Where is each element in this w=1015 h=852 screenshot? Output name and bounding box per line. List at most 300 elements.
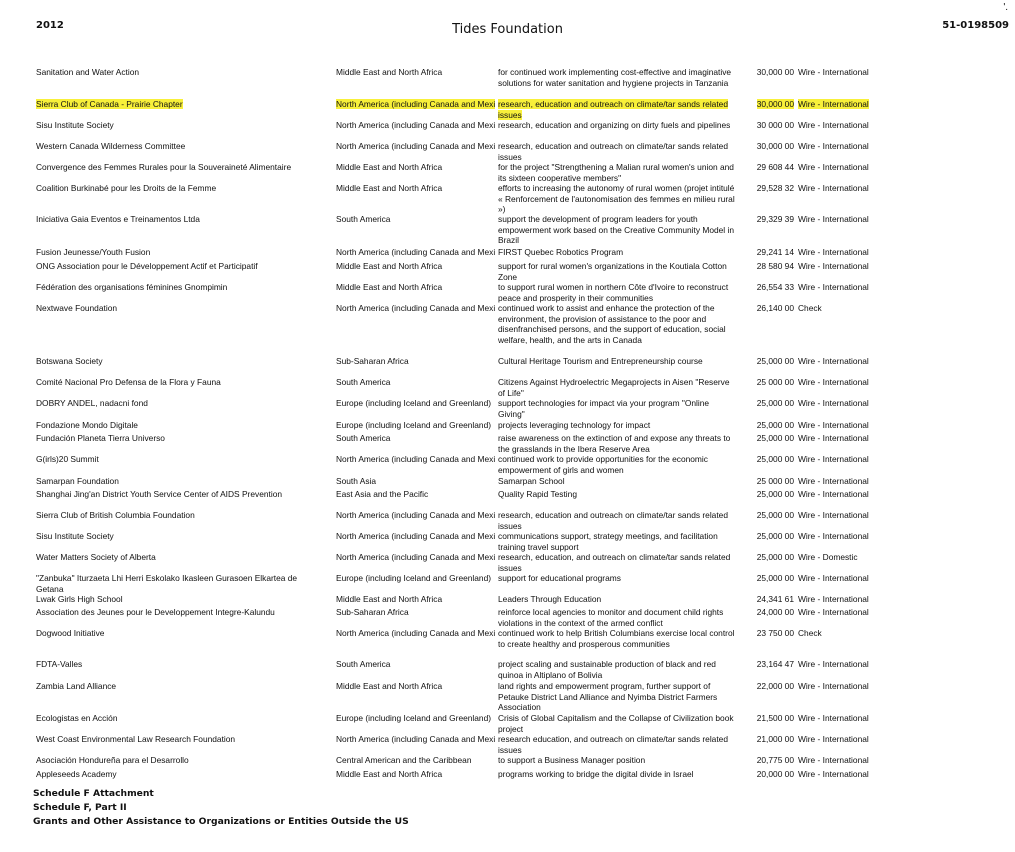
grant-purpose: land rights and empowerment program, further support of Petauke District Land Alliance and Nyimba District Farmers Association — [498, 681, 718, 713]
payment-method: Wire - International — [798, 99, 869, 109]
grant-amount: 26,554 33 — [756, 282, 794, 292]
payment-method-cell — [798, 510, 878, 521]
grant-amount: 21,500 00 — [756, 713, 794, 723]
grant-purpose: research education, and outreach on climate/tar sands related issues — [498, 734, 728, 755]
region: North America (including Canada and Mexi — [336, 99, 496, 109]
region-cell — [336, 67, 498, 78]
region-cell — [336, 510, 498, 521]
recipient-name-cell — [36, 162, 326, 173]
grant-amount: 25,000 00 — [756, 573, 794, 583]
grant-amount: 30,000 00 — [756, 141, 794, 151]
grant-amount-cell — [756, 398, 794, 409]
recipient-name: DOBRY ANDEL, nadacni fond — [36, 398, 148, 408]
grant-purpose-cell — [498, 356, 736, 367]
region-cell — [336, 713, 498, 724]
region: Middle East and North Africa — [336, 681, 443, 691]
grant-purpose: Citizens Against Hydroelectric Megaprojects in Aisen "Reserve of Life" — [498, 377, 730, 398]
payment-method: Wire - International — [798, 573, 869, 583]
recipient-name-cell — [36, 594, 326, 605]
payment-method-cell — [798, 659, 878, 670]
grant-amount: 25,000 00 — [756, 356, 794, 366]
payment-method-cell — [798, 247, 878, 258]
region: Europe (including Iceland and Greenland) — [336, 713, 492, 723]
grant-amount-cell — [756, 214, 794, 225]
grant-amount: 25,000 00 — [756, 531, 794, 541]
grant-purpose: Samarpan School — [498, 476, 565, 486]
recipient-name-cell — [36, 607, 326, 618]
payment-method-cell — [798, 552, 878, 563]
region-cell — [336, 659, 498, 670]
grant-amount-cell — [756, 433, 794, 444]
recipient-name-cell — [36, 552, 326, 563]
payment-method: Wire - International — [798, 769, 869, 779]
payment-method-cell — [798, 282, 878, 293]
payment-method-cell — [798, 769, 878, 780]
recipient-name: West Coast Environmental Law Research Foundation — [36, 734, 236, 744]
region-cell — [336, 261, 498, 272]
payment-method-cell — [798, 607, 878, 618]
payment-method: Wire - International — [798, 476, 869, 486]
grant-amount: 22,000 00 — [756, 681, 794, 691]
grant-purpose-cell — [498, 659, 736, 680]
grant-amount: 24,000 00 — [756, 607, 794, 617]
recipient-name-cell — [36, 734, 326, 745]
payment-method: Wire - International — [798, 713, 869, 723]
payment-method-cell — [798, 162, 878, 173]
recipient-name: Sierra Club of British Columbia Foundation — [36, 510, 195, 520]
grant-amount: 25,000 00 — [756, 398, 794, 408]
grant-amount-cell — [756, 99, 794, 110]
recipient-name-cell — [36, 247, 326, 258]
grant-purpose-cell — [498, 681, 736, 713]
recipient-name: Fondazione Mondo Digitale — [36, 420, 138, 430]
recipient-name: Comité Nacional Pro Defensa de la Flora y Fauna — [36, 377, 221, 387]
grant-amount-cell — [756, 162, 794, 173]
recipient-name: Lwak Girls High School — [36, 594, 123, 604]
region-cell — [336, 141, 498, 152]
region-cell — [336, 214, 498, 225]
payment-method-cell — [798, 454, 878, 465]
payment-method-cell — [798, 594, 878, 605]
grant-amount-cell — [756, 594, 794, 605]
recipient-name: Iniciativa Gaia Eventos e Treinamentos Ltda — [36, 214, 200, 224]
region-cell — [336, 531, 498, 542]
grant-purpose-cell — [498, 713, 736, 734]
recipient-name-cell — [36, 681, 326, 692]
region: Middle East and North Africa — [336, 769, 443, 779]
grant-purpose-cell — [498, 99, 736, 120]
tax-year: 2012 — [36, 20, 64, 31]
grant-amount-cell — [756, 141, 794, 152]
grant-purpose: support technologies for impact via your program "Online Giving" — [498, 398, 710, 419]
recipient-name: Shanghai Jing'an District Youth Service Center of AIDS Prevention — [36, 489, 283, 499]
recipient-name-cell — [36, 628, 326, 639]
recipient-name-cell — [36, 420, 326, 431]
recipient-name: Nextwave Foundation — [36, 303, 118, 313]
payment-method-cell — [798, 681, 878, 692]
grant-amount-cell — [756, 552, 794, 563]
grant-amount: 25,000 00 — [756, 454, 794, 464]
recipient-name-cell — [36, 141, 326, 152]
region-cell — [336, 573, 498, 584]
grant-purpose-cell — [498, 594, 736, 605]
grant-purpose: continued work to provide opportunities for the economic empowerment of girls and women — [498, 454, 708, 475]
footer-description: Grants and Other Assistance to Organizations or Entities Outside the US — [33, 816, 409, 827]
grant-amount-cell — [756, 183, 794, 194]
payment-method-cell — [798, 489, 878, 500]
region: North America (including Canada and Mexi — [336, 454, 496, 464]
region: North America (including Canada and Mexi — [336, 247, 496, 257]
recipient-name-cell — [36, 183, 326, 194]
grant-amount-cell — [756, 377, 794, 388]
payment-method-cell — [798, 628, 878, 639]
recipient-name-cell — [36, 769, 326, 780]
recipient-name-cell — [36, 303, 326, 314]
payment-method: Wire - International — [798, 282, 869, 292]
footer-schedule-part: Schedule F, Part II — [33, 802, 127, 813]
payment-method-cell — [798, 356, 878, 367]
grant-purpose-cell — [498, 573, 736, 584]
recipient-name-cell — [36, 214, 326, 225]
recipient-name-cell — [36, 282, 326, 293]
payment-method: Wire - International — [798, 398, 869, 408]
grant-purpose-cell — [498, 769, 736, 780]
payment-method: Wire - International — [798, 489, 869, 499]
grant-purpose: raise awareness on the extinction of and expose any threats to the grasslands in the Ibera Reserve Area — [498, 433, 731, 454]
region: North America (including Canada and Mexi — [336, 141, 496, 151]
region-cell — [336, 99, 498, 110]
grant-amount-cell — [756, 628, 794, 639]
grant-purpose: continued work to assist and enhance the protection of the environment, the provision of assistance to the poor and disenfranchised persons, and the support of education, social welfare, health, and the arts in Canada — [498, 303, 726, 345]
payment-method-cell — [798, 420, 878, 431]
region: North America (including Canada and Mexi — [336, 628, 496, 638]
grant-amount-cell — [756, 454, 794, 465]
recipient-name-cell — [36, 755, 326, 766]
recipient-name-cell — [36, 120, 326, 131]
recipient-name-cell — [36, 433, 326, 444]
recipient-name-cell — [36, 476, 326, 487]
region-cell — [336, 120, 498, 131]
payment-method-cell — [798, 377, 878, 388]
recipient-name-cell — [36, 356, 326, 367]
recipient-name-cell — [36, 261, 326, 272]
grant-purpose-cell — [498, 454, 736, 475]
region-cell — [336, 433, 498, 444]
payment-method-cell — [798, 120, 878, 131]
recipient-name-cell — [36, 531, 326, 542]
grant-amount: 25,000 00 — [756, 420, 794, 430]
region: Europe (including Iceland and Greenland) — [336, 398, 492, 408]
recipient-name: Sanitation and Water Action — [36, 67, 140, 77]
payment-method-cell — [798, 755, 878, 766]
region: South Asia — [336, 476, 377, 486]
grant-amount-cell — [756, 489, 794, 500]
region-cell — [336, 377, 498, 388]
recipient-name-cell — [36, 713, 326, 724]
region: South America — [336, 433, 391, 443]
grant-amount: 26,140 00 — [756, 303, 794, 313]
grant-amount: 23,164 47 — [756, 659, 794, 669]
region-cell — [336, 607, 498, 618]
grant-purpose: research, education and organizing on dirty fuels and pipelines — [498, 120, 731, 130]
grant-purpose-cell — [498, 214, 736, 246]
grant-purpose: efforts to increasing the autonomy of rural women (projet intitulé « Renforcement de l'autonomisation des femmes en milieu rural ») — [498, 183, 735, 215]
recipient-name: Water Matters Society of Alberta — [36, 552, 156, 562]
recipient-name: Sierra Club of Canada - Prairie Chapter — [36, 99, 183, 109]
recipient-name: Ecologistas en Acción — [36, 713, 118, 723]
region: Europe (including Iceland and Greenland) — [336, 573, 492, 583]
grant-purpose-cell — [498, 607, 736, 628]
grant-purpose-cell — [498, 398, 736, 419]
region-cell — [336, 755, 498, 766]
grant-purpose: reinforce local agencies to monitor and document child rights violations in the context of the armed conflict — [498, 607, 724, 628]
payment-method: Wire - International — [798, 594, 869, 604]
grant-amount: 25,000 00 — [756, 433, 794, 443]
recipient-name: Association des Jeunes pour le Developpement Integre-Kalundu — [36, 607, 275, 617]
recipient-name-cell — [36, 659, 326, 670]
grant-amount: 28 580 94 — [756, 261, 794, 271]
grant-amount-cell — [756, 420, 794, 431]
recipient-name: Botswana Society — [36, 356, 103, 366]
region-cell — [336, 247, 498, 258]
payment-method-cell — [798, 99, 878, 110]
recipient-name-cell — [36, 454, 326, 465]
payment-method: Wire - International — [798, 67, 869, 77]
region: Europe (including Iceland and Greenland) — [336, 420, 492, 430]
payment-method: Wire - International — [798, 377, 869, 387]
recipient-name: Coalition Burkinabé pour les Droits de la Femme — [36, 183, 217, 193]
grant-amount-cell — [756, 607, 794, 618]
region: Middle East and North Africa — [336, 67, 443, 77]
region-cell — [336, 420, 498, 431]
recipient-name: G(irls)20 Summit — [36, 454, 99, 464]
grant-purpose: to support rural women in northern Côte d'Ivoire to reconstruct peace and prosperity in their communities — [498, 282, 729, 303]
grant-amount: 20,775 00 — [756, 755, 794, 765]
grant-purpose: communications support, strategy meetings, and facilitation training travel support — [498, 531, 718, 552]
recipient-name: Sisu Institute Society — [36, 531, 114, 541]
grant-purpose-cell — [498, 531, 736, 552]
grant-amount: 25 000 00 — [756, 476, 794, 486]
payment-method: Wire - International — [798, 755, 869, 765]
grant-amount-cell — [756, 573, 794, 584]
grant-purpose: support the development of program leaders for youth empowerment work based on the Creative Community Model in Brazil — [498, 214, 735, 246]
ein-number: 51-0198509 — [942, 20, 1009, 31]
grant-purpose: FIRST Quebec Robotics Program — [498, 247, 624, 257]
payment-method: Check — [798, 628, 822, 638]
corner-mark: '. — [1003, 2, 1008, 13]
grant-purpose-cell — [498, 433, 736, 454]
region-cell — [336, 183, 498, 194]
grant-purpose: support for educational programs — [498, 573, 621, 583]
grant-amount-cell — [756, 531, 794, 542]
payment-method: Wire - International — [798, 681, 869, 691]
recipient-name: Sisu Institute Society — [36, 120, 114, 130]
region: North America (including Canada and Mexi — [336, 552, 496, 562]
recipient-name: Western Canada Wilderness Committee — [36, 141, 186, 151]
payment-method-cell — [798, 531, 878, 542]
region: Middle East and North Africa — [336, 183, 443, 193]
payment-method-cell — [798, 261, 878, 272]
payment-method: Wire - International — [798, 420, 869, 430]
region: East Asia and the Pacific — [336, 489, 429, 499]
payment-method: Wire - International — [798, 247, 869, 257]
grant-purpose: Leaders Through Education — [498, 594, 602, 604]
grant-purpose-cell — [498, 489, 736, 500]
grant-purpose: research, education and outreach on climate/tar sands related issues — [498, 141, 728, 162]
grant-purpose-cell — [498, 628, 736, 649]
grant-purpose: Quality Rapid Testing — [498, 489, 577, 499]
grant-amount: 23 750 00 — [756, 628, 794, 638]
grant-purpose-cell — [498, 552, 736, 573]
region: North America (including Canada and Mexi — [336, 531, 496, 541]
grant-amount: 24,341 61 — [756, 594, 794, 604]
region-cell — [336, 769, 498, 780]
region-cell — [336, 734, 498, 745]
grant-purpose: research, education and outreach on climate/tar sands related issues — [498, 510, 728, 531]
payment-method-cell — [798, 183, 878, 194]
recipient-name-cell — [36, 489, 326, 500]
grant-amount: 25 000 00 — [756, 377, 794, 387]
payment-method-cell — [798, 476, 878, 487]
payment-method: Wire - International — [798, 659, 869, 669]
grant-purpose: Cultural Heritage Tourism and Entrepreneurship course — [498, 356, 703, 366]
recipient-name: Fundación Planeta Tierra Universo — [36, 433, 165, 443]
region-cell — [336, 454, 498, 465]
grant-purpose: for continued work implementing cost-effective and imaginative solutions for water sanitation and hygiene projects in Tanzania — [498, 67, 732, 88]
grant-amount-cell — [756, 476, 794, 487]
grant-purpose-cell — [498, 282, 736, 303]
grant-purpose-cell — [498, 303, 736, 345]
payment-method: Wire - International — [798, 607, 869, 617]
payment-method-cell — [798, 734, 878, 745]
grant-amount-cell — [756, 713, 794, 724]
recipient-name: "Zanbuka" Iturzaeta Lhi Herri Eskolako Ikasleen Gurasoen Elkartea de Getana — [36, 573, 298, 594]
region: Central American and the Caribbean — [336, 755, 472, 765]
payment-method: Wire - International — [798, 734, 869, 744]
payment-method: Wire - International — [798, 162, 869, 172]
payment-method: Wire - International — [798, 261, 869, 271]
grant-purpose: support for rural women's organizations in the Koutiala Cotton Zone — [498, 261, 727, 282]
grant-purpose-cell — [498, 120, 736, 131]
payment-method-cell — [798, 713, 878, 724]
grant-amount-cell — [756, 755, 794, 766]
payment-method-cell — [798, 433, 878, 444]
payment-method: Wire - International — [798, 433, 869, 443]
payment-method-cell — [798, 398, 878, 409]
recipient-name: ONG Association pour le Développement Actif et Participatif — [36, 261, 258, 271]
grant-purpose-cell — [498, 734, 736, 755]
grant-amount: 30,000 00 — [756, 99, 794, 109]
grant-purpose-cell — [498, 247, 736, 258]
recipient-name-cell — [36, 67, 326, 78]
payment-method: Wire - International — [798, 141, 869, 151]
grant-purpose: for the project "Strengthening a Malian rural women's union and its sixteen cooperative members" — [498, 162, 734, 183]
grant-purpose-cell — [498, 476, 736, 487]
grant-purpose: continued work to help British Columbians exercise local control to create healthy and prosperous communities — [498, 628, 735, 649]
payment-method-cell — [798, 67, 878, 78]
grant-purpose-cell — [498, 420, 736, 431]
grant-amount-cell — [756, 282, 794, 293]
grant-purpose-cell — [498, 141, 736, 162]
footer-schedule-attachment: Schedule F Attachment — [33, 788, 154, 799]
grant-amount: 25,000 00 — [756, 552, 794, 562]
grant-amount: 30,000 00 — [756, 67, 794, 77]
grant-amount-cell — [756, 510, 794, 521]
grant-amount: 29,528 32 — [756, 183, 794, 193]
payment-method-cell — [798, 141, 878, 152]
grant-amount: 25,000 00 — [756, 510, 794, 520]
grant-purpose-cell — [498, 377, 736, 398]
grant-amount: 29,241 14 — [756, 247, 794, 257]
recipient-name-cell — [36, 377, 326, 388]
payment-method: Wire - International — [798, 120, 869, 130]
recipient-name: Dogwood Initiative — [36, 628, 105, 638]
region-cell — [336, 594, 498, 605]
payment-method-cell — [798, 573, 878, 584]
grant-amount-cell — [756, 120, 794, 131]
grant-amount: 30 000 00 — [756, 120, 794, 130]
region: Middle East and North Africa — [336, 261, 443, 271]
payment-method-cell — [798, 303, 878, 314]
region: South America — [336, 377, 391, 387]
grant-purpose-cell — [498, 510, 736, 531]
region: Sub-Saharan Africa — [336, 607, 409, 617]
region-cell — [336, 282, 498, 293]
recipient-name: Convergence des Femmes Rurales pour la Souveraineté Alimentaire — [36, 162, 292, 172]
region: Sub-Saharan Africa — [336, 356, 409, 366]
payment-method: Wire - International — [798, 183, 869, 193]
grant-purpose: programs working to bridge the digital divide in Israel — [498, 769, 694, 779]
grant-purpose-cell — [498, 755, 736, 766]
region: North America (including Canada and Mexi — [336, 510, 496, 520]
region: Middle East and North Africa — [336, 162, 443, 172]
recipient-name: FDTA-Valles — [36, 659, 83, 669]
payment-method: Check — [798, 303, 822, 313]
payment-method: Wire - International — [798, 356, 869, 366]
grant-amount-cell — [756, 67, 794, 78]
recipient-name: Appleseeds Academy — [36, 769, 117, 779]
payment-method: Wire - International — [798, 510, 869, 520]
region: North America (including Canada and Mexi — [336, 303, 496, 313]
payment-method: Wire - International — [798, 531, 869, 541]
grant-amount-cell — [756, 261, 794, 272]
grant-purpose: research, education, and outreach on climate/tar sands related issues — [498, 552, 731, 573]
region-cell — [336, 489, 498, 500]
payment-method: Wire - Domestic — [798, 552, 858, 562]
grant-amount-cell — [756, 356, 794, 367]
region: North America (including Canada and Mexi — [336, 120, 496, 130]
grant-purpose: project scaling and sustainable production of black and red quinoa in Altiplano of Bolivia — [498, 659, 716, 680]
region-cell — [336, 356, 498, 367]
payment-method-cell — [798, 214, 878, 225]
grant-purpose: to support a Business Manager position — [498, 755, 646, 765]
recipient-name-cell — [36, 573, 326, 594]
payment-method: Wire - International — [798, 214, 869, 224]
grant-purpose: research, education and outreach on climate/tar sands related issues — [498, 99, 728, 120]
region-cell — [336, 303, 498, 314]
grant-purpose: projects leveraging technology for impact — [498, 420, 651, 430]
grant-amount-cell — [756, 734, 794, 745]
grant-purpose-cell — [498, 183, 736, 215]
region: South America — [336, 214, 391, 224]
grant-amount-cell — [756, 769, 794, 780]
region-cell — [336, 162, 498, 173]
grant-purpose-cell — [498, 162, 736, 183]
region: North America (including Canada and Mexi — [336, 734, 496, 744]
recipient-name-cell — [36, 398, 326, 409]
grant-amount-cell — [756, 247, 794, 258]
region-cell — [336, 476, 498, 487]
